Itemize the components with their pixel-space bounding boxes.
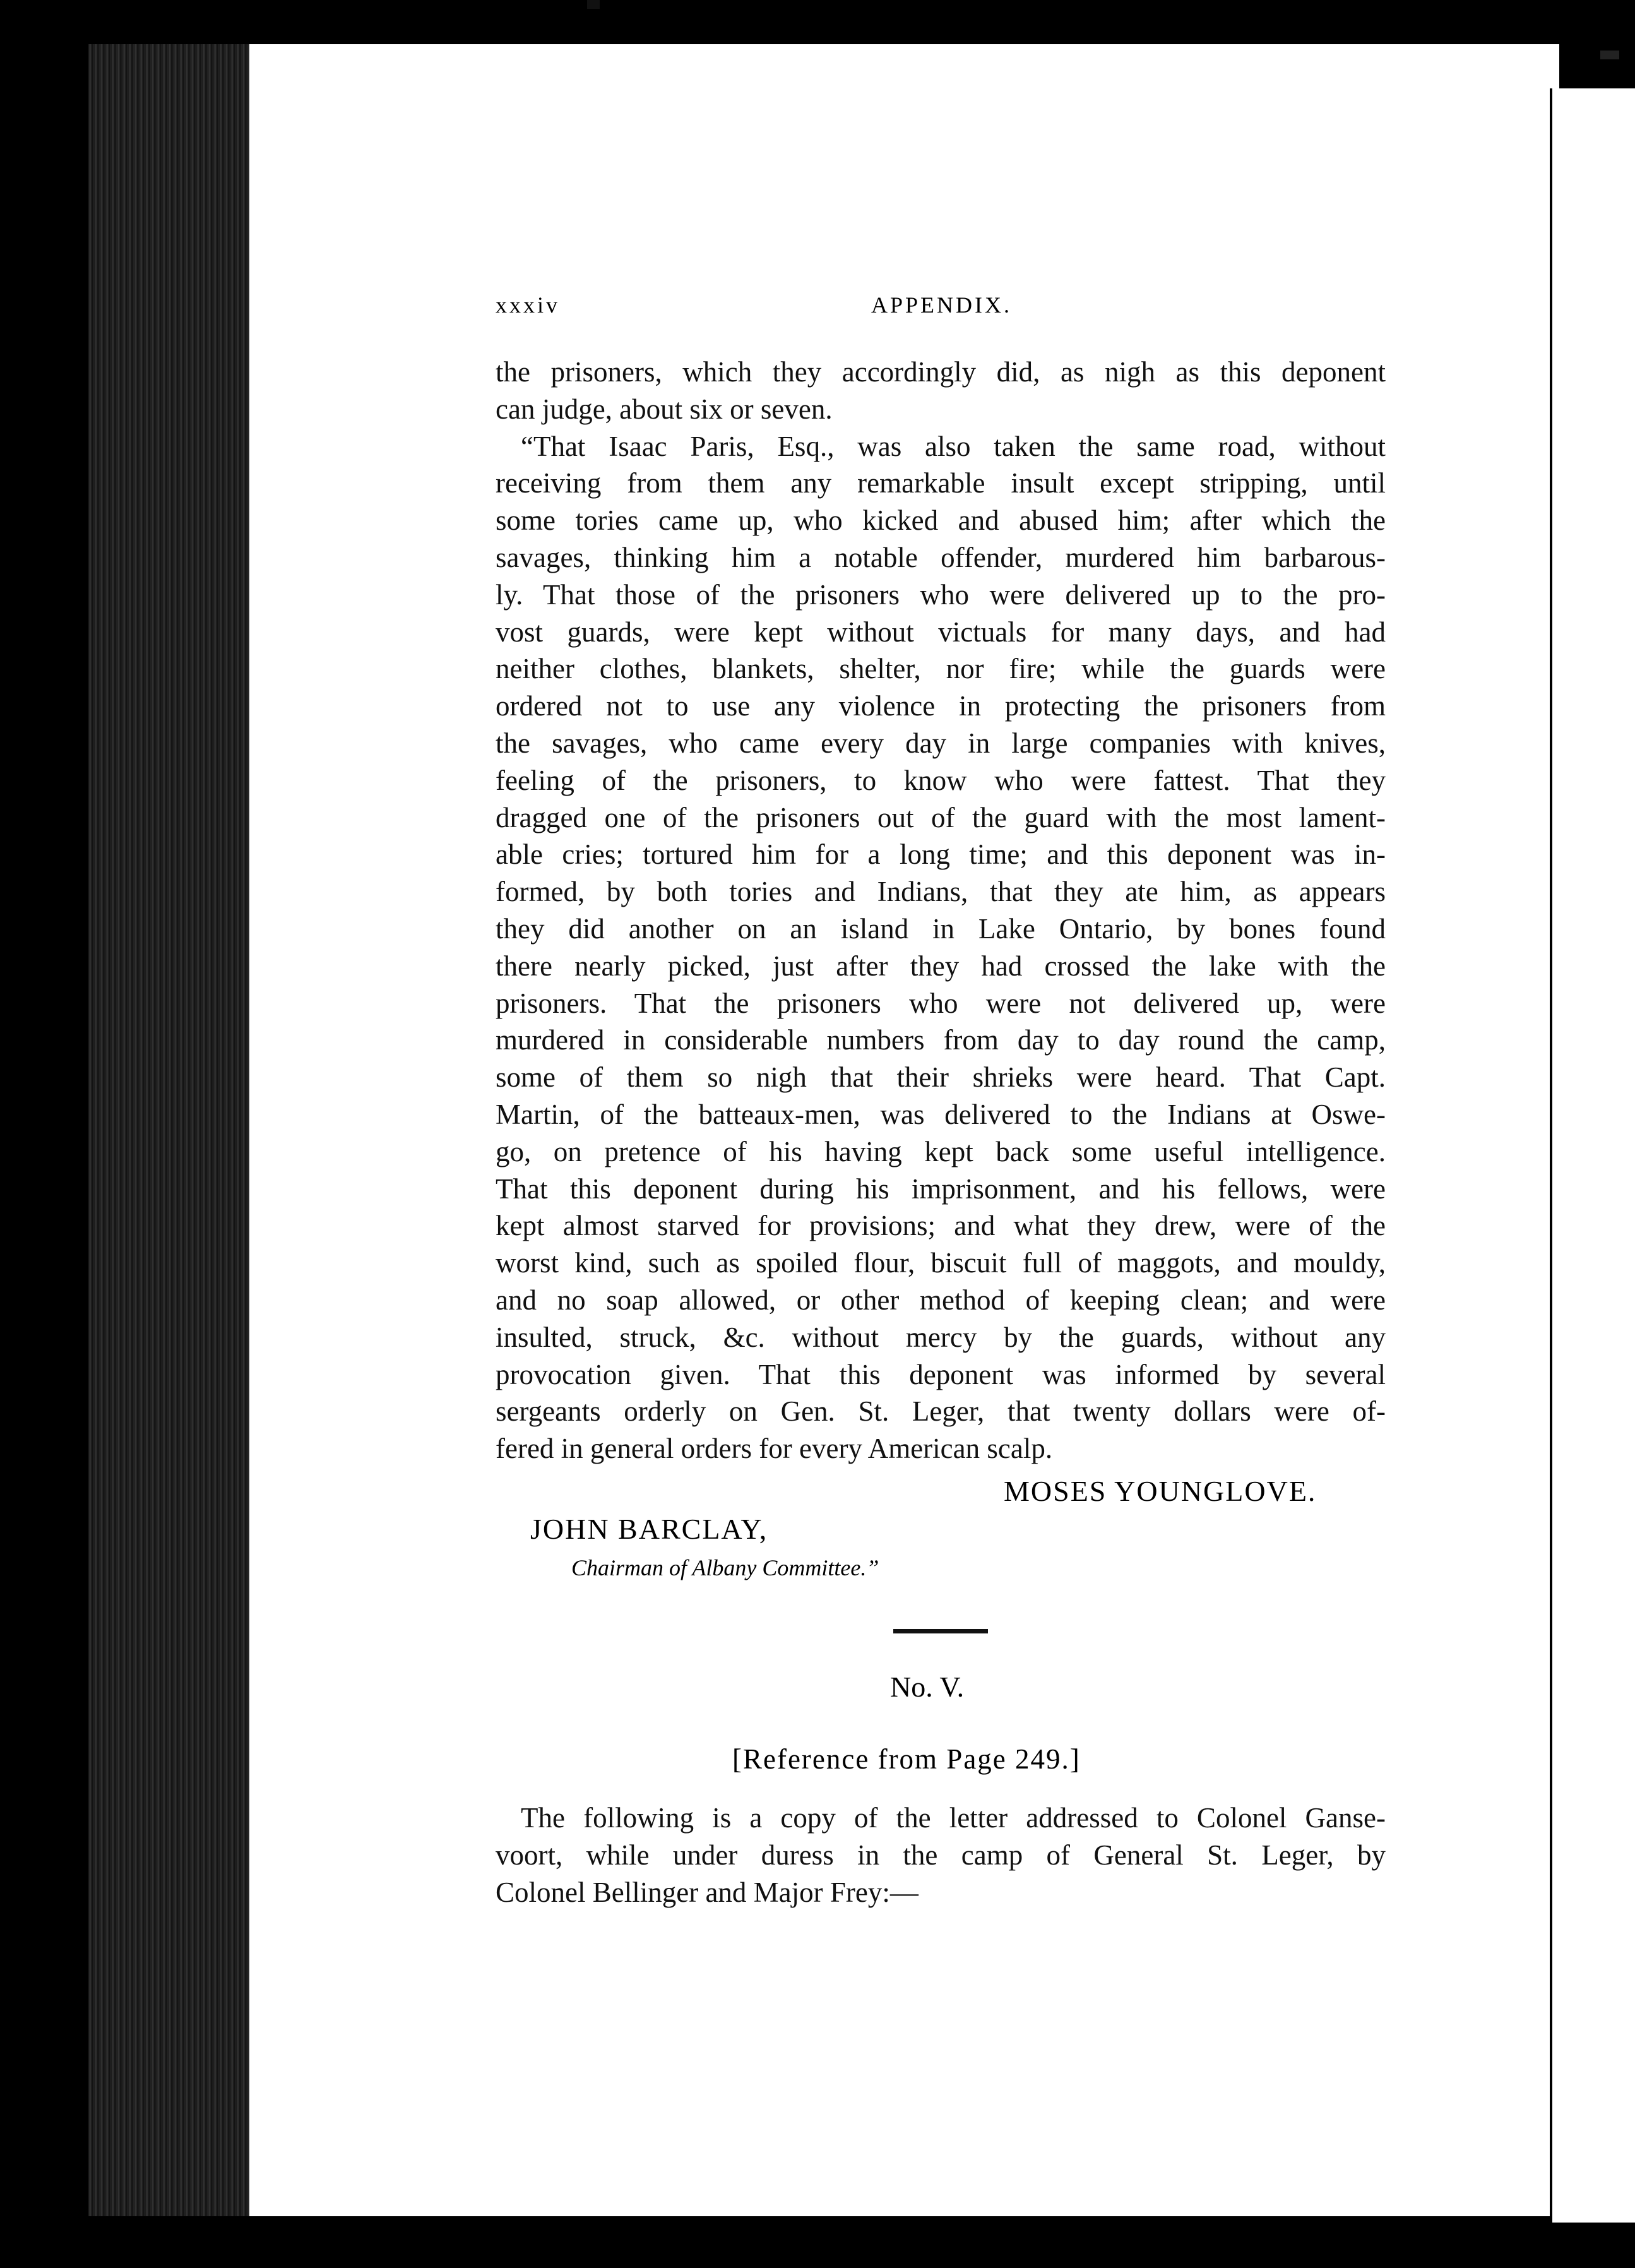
closing-paragraph <box>496 1799 1386 1911</box>
text-line: ordered not to use any violence in protecting the prisoners from <box>496 690 1386 722</box>
text-line: Colonel Bellinger and Major Frey:— <box>496 1876 919 1908</box>
text-line: worst kind, such as spoiled flour, biscuit full of maggots, and mouldy, <box>496 1247 1386 1279</box>
text-line: murdered in considerable numbers from day to day round the camp, <box>496 1024 1386 1056</box>
text-line: provocation given. That this deponent was informed by several <box>496 1358 1386 1390</box>
text-line: there nearly picked, just after they had crossed the lake with the <box>496 950 1386 982</box>
page-folio: xxxiv <box>496 292 561 318</box>
text-line: ly. That those of the prisoners who were delivered up to the pro- <box>496 578 1386 611</box>
text-line: voort, while under duress in the camp of General St. Leger, by <box>496 1839 1386 1871</box>
text-line: feeling of the prisoners, to know who were fattest. That they <box>496 764 1386 796</box>
text-line: savages, thinking him a notable offender, murdered him barbarous- <box>496 541 1386 573</box>
text-line: The following is a copy of the letter addressed to Colonel Ganse- <box>521 1802 1386 1834</box>
witness-title: Chairman of Albany Committee.” <box>571 1555 879 1580</box>
book-page-edges <box>88 44 253 2216</box>
section-number: No. V. <box>890 1671 965 1703</box>
text-line: fered in general orders for every American scalp. <box>496 1433 1053 1465</box>
section-reference: [Reference from Page 249.] <box>732 1743 1081 1775</box>
text-line: sergeants orderly on Gen. St. Leger, that twenty dollars were of- <box>496 1395 1386 1428</box>
signature-younglove: MOSES YOUNGLOVE. <box>1004 1475 1317 1507</box>
text-line: kept almost starved for provisions; and what they drew, were of the <box>496 1210 1386 1242</box>
text-line: formed, by both tories and Indians, that they ate him, as appears <box>496 876 1386 908</box>
text-line: vost guards, were kept without victuals for many days, and had <box>496 616 1386 648</box>
deposition-text <box>496 354 1386 1467</box>
text-line: prisoners. That the prisoners who were not delivered up, were <box>496 987 1386 1019</box>
text-line: the savages, who came every day in large companies with knives, <box>496 727 1386 759</box>
section-divider <box>893 1629 988 1633</box>
text-line: can judge, about six or seven. <box>496 393 833 425</box>
running-head-title: APPENDIX. <box>871 292 1013 318</box>
text-line: go, on pretence of his having kept back some useful intelligence. <box>496 1135 1386 1167</box>
text-line: “That Isaac Paris, Esq., was also taken the same road, without <box>521 430 1386 462</box>
facing-page-edge <box>1550 88 1635 2223</box>
text-line: insulted, struck, &c. without mercy by the guards, without any <box>496 1321 1386 1353</box>
text-line: That this deponent during his imprisonment, and his fellows, were <box>496 1173 1386 1205</box>
text-line: some of them so nigh that their shrieks were heard. That Capt. <box>496 1061 1386 1094</box>
text-line: able cries; tortured him for a long time; and this deponent was in- <box>496 839 1386 871</box>
text-line: some tories came up, who kicked and abused him; after which the <box>496 504 1386 537</box>
text-line: receiving from them any remarkable insult except stripping, until <box>496 467 1386 499</box>
text-line: dragged one of the prisoners out of the guard with the most lament- <box>496 801 1386 833</box>
text-line: Martin, of the batteaux-men, was delivered to the Indians at Oswe- <box>496 1098 1386 1130</box>
text-line: they did another on an island in Lake Ontario, by bones found <box>496 912 1386 945</box>
text-line: neither clothes, blankets, shelter, nor fire; while the guards were <box>496 653 1386 685</box>
text-line: the prisoners, which they accordingly did, as nigh as this deponent <box>496 356 1386 388</box>
text-line: and no soap allowed, or other method of keeping clean; and were <box>496 1284 1386 1316</box>
scan-mark <box>1600 51 1619 59</box>
scan-mark <box>587 0 600 9</box>
witness-name: JOHN BARCLAY, <box>530 1513 768 1545</box>
